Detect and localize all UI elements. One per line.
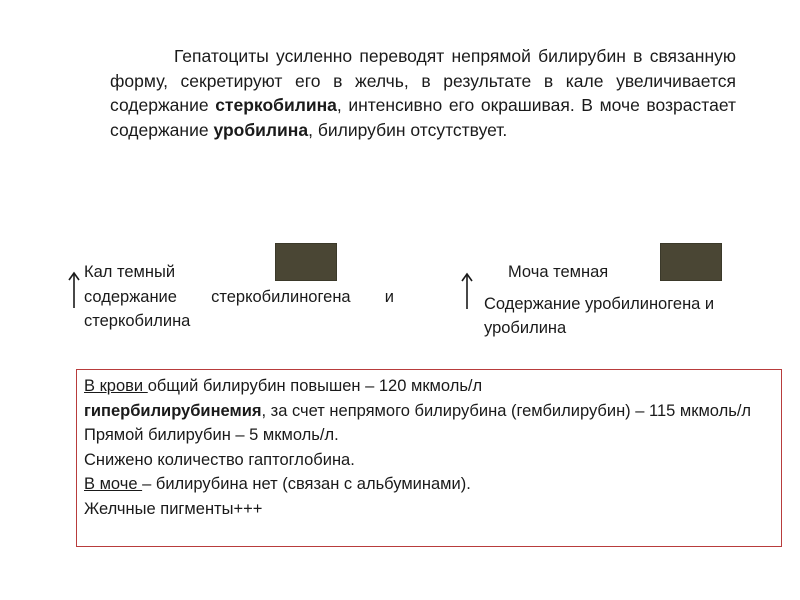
urine-color-swatch (660, 243, 722, 281)
intro-sterkobilin: стеркобилина (215, 95, 337, 115)
urine-description: Содержание уробилиногена и уробилина (484, 295, 715, 337)
intro-paragraph (110, 44, 736, 142)
intro-text-3: , билирубин отсутствует. (308, 119, 508, 140)
hyperbilirubinemia-term: гипербилирубинемия (84, 401, 262, 420)
hyperbilirubinemia-line (84, 399, 773, 424)
intro-text-2: , интенсивно его окрашивая. В моче возрастает содержание (110, 95, 736, 140)
urine-bilirubin-line (84, 472, 773, 497)
blood-bilirubin-line (84, 374, 773, 399)
total-bilirubin-text: общий билирубин повышен – 120 мкмоль/л (147, 377, 483, 395)
blood-findings-box (76, 369, 782, 547)
feces-color-swatch (275, 243, 337, 281)
indirect-bilirubin-text: , за счет непрямого билирубина (гембилирубин) – 115 мкмоль/л (261, 401, 752, 420)
direct-bilirubin-line: Прямой билирубин – 5 мкмоль/л. (84, 426, 339, 444)
arrow-up-icon (68, 271, 80, 309)
urine-label: В моче (84, 475, 143, 493)
intro-text-1: Гепатоциты усиленно переводят непрямой билирубин в связанную форму, секретируют его в желчь, в результате в кале увеличивается содержание (110, 46, 736, 115)
feces-title: Кал темный (84, 263, 176, 281)
urine-title: Моча темная (508, 263, 609, 281)
feces-description: содержание стеркобилиногена и стеркобилина (84, 288, 394, 330)
haptoglobin-line: Снижено количество гаптоглобина. (84, 450, 355, 469)
bile-pigments-line: Желчные пигменты+++ (84, 499, 263, 518)
urine-bilirubin-text: – билирубина нет (связан с альбуминами). (142, 475, 471, 493)
arrow-up-icon (461, 272, 473, 310)
blood-label: В крови (84, 377, 148, 395)
intro-urobilin: уробилина (213, 119, 309, 140)
